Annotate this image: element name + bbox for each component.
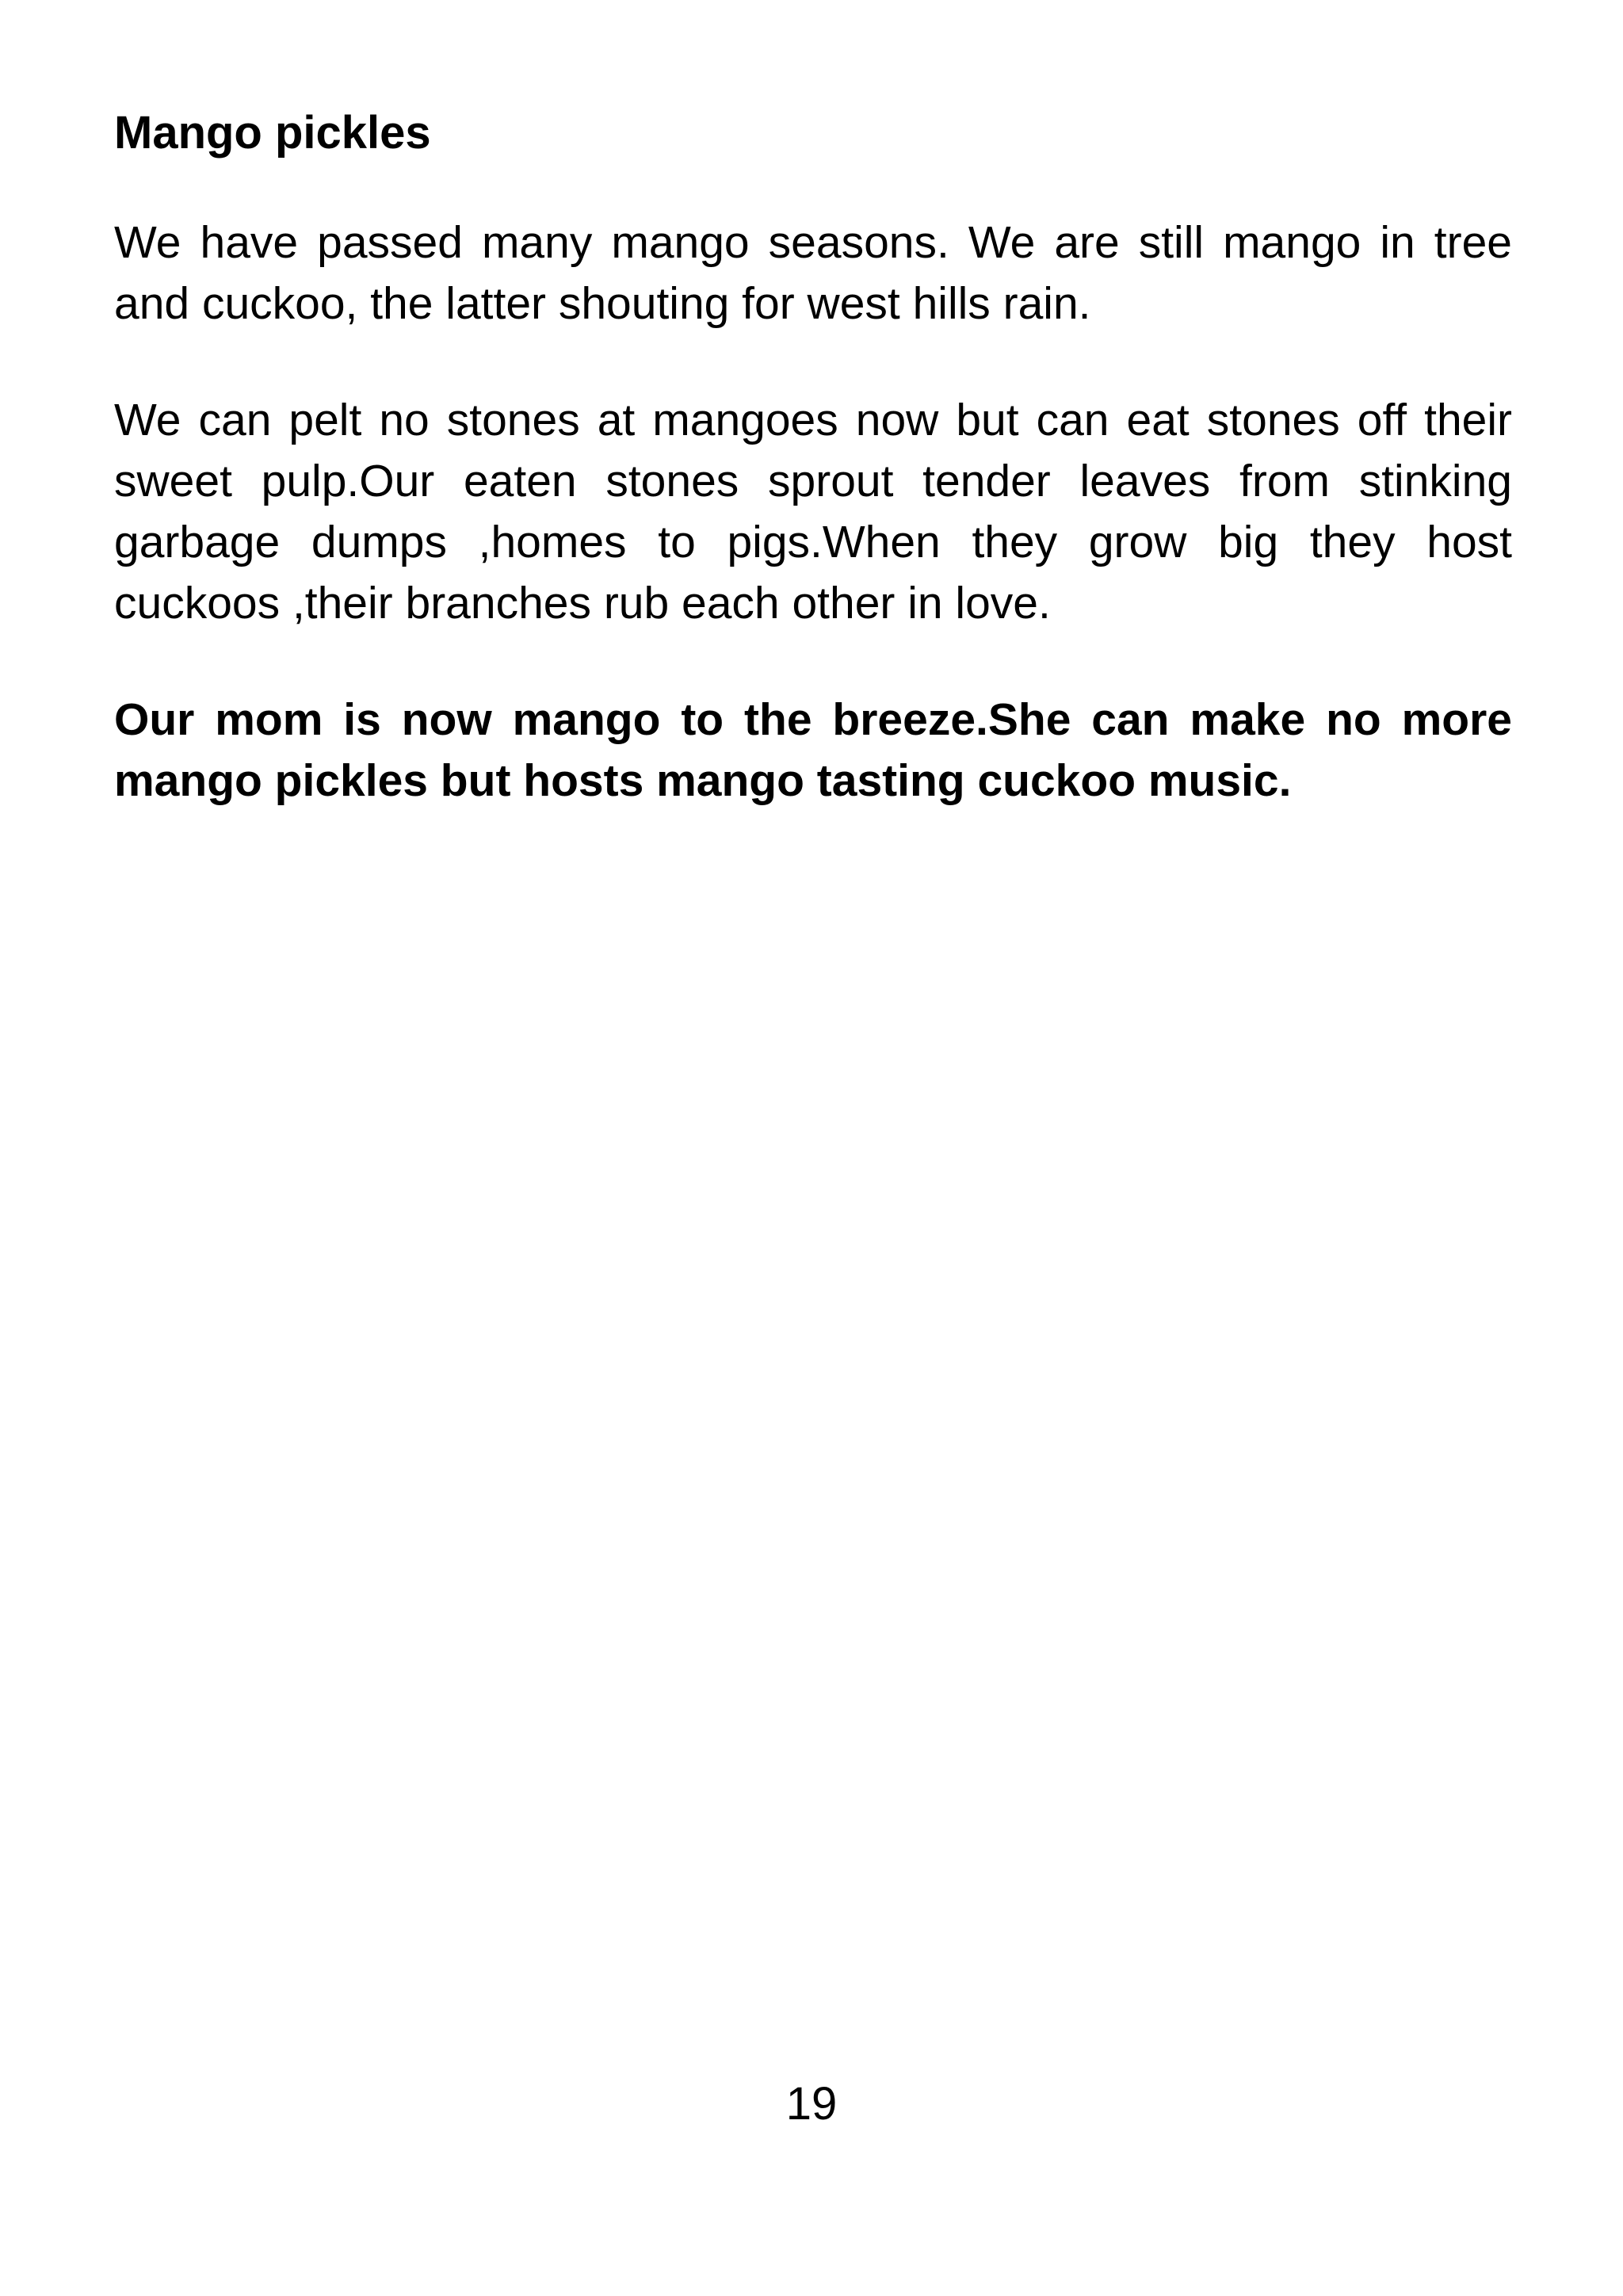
page-number: 19 xyxy=(785,2078,838,2130)
paragraph-1: We have passed many mango seasons. We are still mango in tree and cuckoo, the latter shouting for west hills rain. xyxy=(114,217,1512,329)
paragraph-2: We can pelt no stones at mangoes now but can eat stones off their sweet pulp.Our eaten stones sprout tender leaves from stinking garbage dumps ,homes to pigs.When they grow big they host cuckoos ,their branches rub each other in love. xyxy=(114,395,1512,628)
paragraph-3-bold: Our mom is now mango to the breeze.She can make no more mango pickles but hosts mango tasting cuckoo music. xyxy=(114,694,1512,806)
page-content xyxy=(114,94,1512,867)
page-title: Mango pickles xyxy=(114,107,431,159)
